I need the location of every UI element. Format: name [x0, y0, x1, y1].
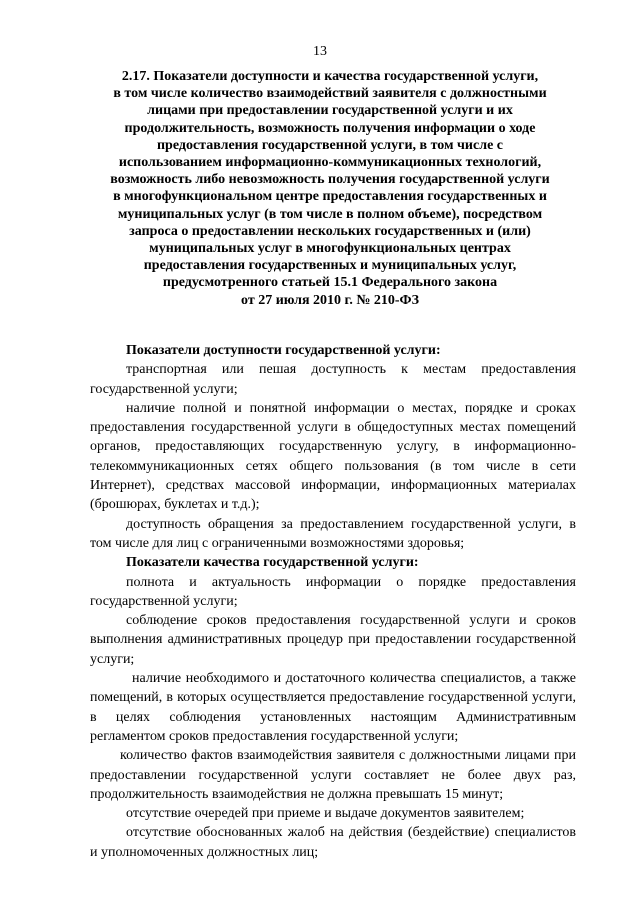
heading-line: лицами при предоставлении государственной услуги и их [147, 103, 513, 119]
heading-line: возможность либо невозможность получения государственной услуги [110, 172, 550, 188]
list-item: соблюдение сроков предоставления государственной услуги и сроков выполнения административных процедур при предоставлении государственной услуги; [90, 613, 576, 667]
heading-line: запроса о предоставлении нескольких государственных и (или) [129, 223, 531, 239]
quality-subheading: Показатели качества государственной услуги: [126, 555, 419, 571]
page-number: 13 [313, 44, 327, 59]
availability-subheading: Показатели доступности государственной услуги: [126, 343, 441, 358]
list-item: доступность обращения за предоставлением государственной услуги, в том числе для лиц с ограниченными возможностями здоровья; [90, 516, 576, 551]
heading-line: муниципальных услуг (в том числе в полном объеме), посредством [117, 206, 543, 222]
heading-line: предусмотренного статьей 15.1 Федерального закона [162, 275, 498, 291]
list-item: полнота и актуальность информации о порядке предоставления государственной услуги; [90, 574, 576, 609]
heading-line: предоставления государственной услуги, в том числе с [156, 137, 503, 153]
heading-line: 2.17. Показатели доступности и качества государственной услуги, [121, 69, 539, 84]
list-item: отсутствие обоснованных жалоб на действия (бездействие) специалистов и уполномоченных должностных лиц; [90, 825, 576, 860]
section-heading [95, 68, 565, 309]
list-item: количество фактов взаимодействия заявителя с должностными лицами при предоставлении государственной услуги составляет не более двух раз, продолжительность взаимодействия не должна превышать 15 минут; [90, 748, 576, 802]
heading-line: от 27 июля 2010 г. № 210-ФЗ [241, 292, 419, 308]
heading-line: в многофункциональном центре предоставления государственных и [113, 189, 547, 205]
document-body [90, 341, 576, 862]
heading-line: муниципальных услуг в многофункциональных центрах [149, 241, 511, 257]
list-item: отсутствие очередей при приеме и выдаче документов заявителем; [126, 806, 525, 822]
heading-line: предоставления государственных и муниципальных услуг, [143, 258, 517, 274]
heading-line: продолжительность, возможность получения информации о ходе [124, 120, 536, 136]
list-item: наличие необходимого и достаточного количества специалистов, а также помещений, в которых осуществляется предоставление государственной услуги, в целях соблюдения установленных настоящим Административным регламентом сроков предоставления государственной услуги; [90, 671, 576, 744]
list-item: транспортная или пешая доступность к местам предоставления государственной услуги; [90, 362, 576, 397]
list-item: наличие полной и понятной информации о местах, порядке и сроках предоставления государственной услуги в общедоступных местах помещений органов, предоставляющих государственную услугу, в информационно-телекоммуникационных сетях общего пользования (в том числе в сети Интернет), средствах массовой информации, информационных материалах (брошюрах, буклетах и т.д.); [90, 400, 576, 513]
heading-line: использованием информационно-коммуникационных технологий, [118, 155, 542, 171]
heading-line: в том числе количество взаимодействий заявителя с должностными [113, 86, 547, 102]
